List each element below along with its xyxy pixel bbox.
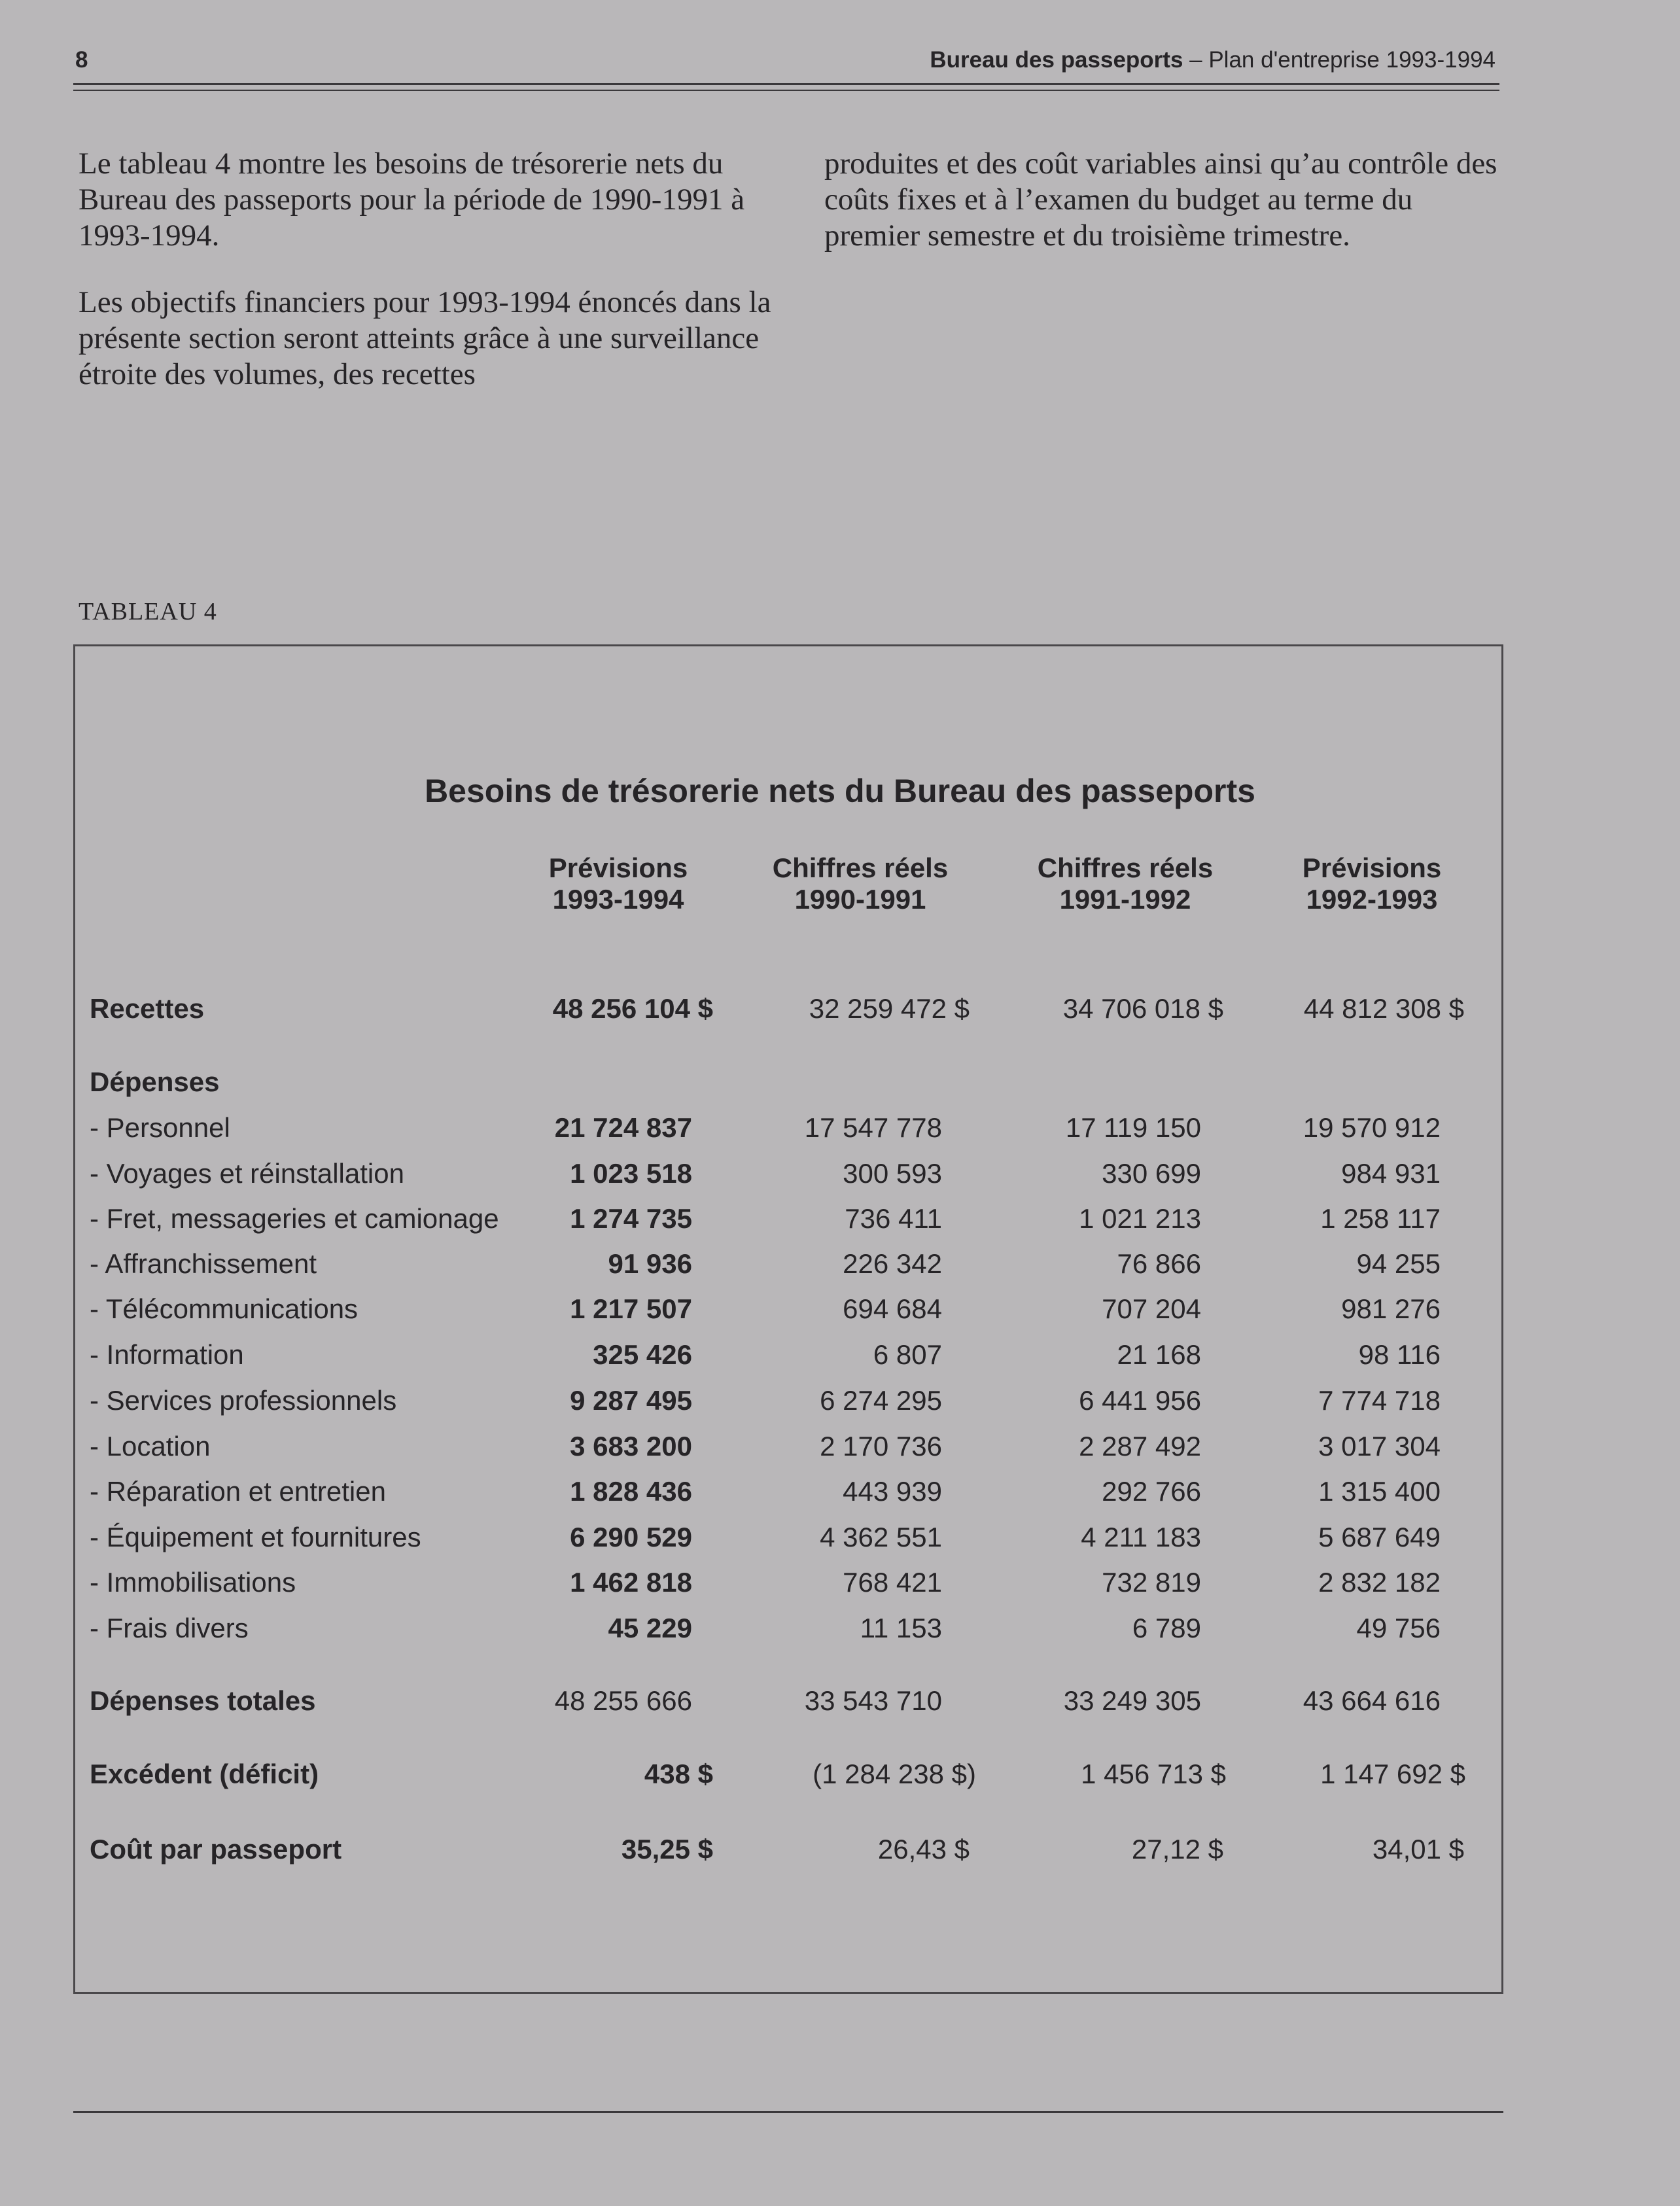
row-label-depenses-totales: Dépenses totales <box>90 1685 316 1716</box>
cell-voyages-3: 330 699 <box>1102 1158 1201 1189</box>
cell-voyages-4: 984 931 <box>1341 1158 1441 1189</box>
cell-fret-1: 1 274 735 <box>570 1203 692 1234</box>
cell-services-3: 6 441 956 <box>1079 1385 1201 1416</box>
cell-location-2: 2 170 736 <box>820 1431 942 1462</box>
row-label-equipement: - Équipement et fournitures <box>90 1522 421 1552</box>
cell-equipement-3: 4 211 183 <box>1081 1522 1201 1552</box>
cell-affranchissement-4: 94 255 <box>1356 1248 1441 1279</box>
cell-information-4: 98 116 <box>1358 1339 1441 1370</box>
cell-services-2: 6 274 295 <box>820 1385 942 1416</box>
cell-information-2: 6 807 <box>873 1339 942 1370</box>
cell-excedent-3: 1 456 713 $ <box>1081 1759 1226 1789</box>
row-label-immobilisations: - Immobilisations <box>90 1567 296 1598</box>
row-label-telecommunications: - Télécommunications <box>90 1293 359 1324</box>
column-header-3 <box>1001 852 1250 915</box>
cell-personnel-4: 19 570 912 <box>1303 1112 1441 1143</box>
intro-right-column <box>824 146 1511 285</box>
row-label-fret: - Fret, messageries et camionage <box>90 1203 499 1234</box>
cell-affranchissement-2: 226 342 <box>843 1248 942 1279</box>
cell-telecom-4: 981 276 <box>1341 1293 1441 1324</box>
cell-equipement-2: 4 362 551 <box>820 1522 942 1552</box>
cell-reparation-2: 443 939 <box>843 1476 942 1507</box>
column-header-3-line2: 1991-1992 <box>1059 884 1191 915</box>
cell-telecom-2: 694 684 <box>843 1293 942 1324</box>
cell-depenses-totales-2: 33 543 710 <box>804 1685 942 1716</box>
row-label-services: - Services professionnels <box>90 1385 397 1416</box>
column-header-2-line2: 1990-1991 <box>794 884 926 915</box>
cell-information-1: 325 426 <box>593 1339 692 1370</box>
cell-telecom-3: 707 204 <box>1102 1293 1201 1324</box>
cell-recettes-4: 44 812 308 $ <box>1303 993 1464 1024</box>
section-heading-depenses: Dépenses <box>90 1066 220 1097</box>
cell-excedent-1: 438 $ <box>644 1759 713 1789</box>
cell-reparation-3: 292 766 <box>1102 1476 1201 1507</box>
intro-paragraph-3: produites et des coût variables ainsi qu’au contrôle des coûts fixes et à l’examen du budget au terme du premier semestre et du troisième trimestre. <box>824 147 1497 253</box>
cell-personnel-1: 21 724 837 <box>554 1112 692 1143</box>
cell-personnel-2: 17 547 778 <box>804 1112 942 1143</box>
column-header-4 <box>1248 852 1496 915</box>
running-title-rest: – Plan d'entreprise 1993-1994 <box>1183 47 1496 73</box>
row-label-cout-par-passeport: Coût par passeport <box>90 1834 342 1865</box>
cell-cout-4: 34,01 $ <box>1372 1834 1464 1865</box>
column-header-1 <box>494 852 743 915</box>
column-header-4-line2: 1992-1993 <box>1306 884 1438 915</box>
cell-excedent-4: 1 147 692 $ <box>1320 1759 1465 1789</box>
cell-immobilisations-2: 768 421 <box>843 1567 942 1598</box>
cell-voyages-1: 1 023 518 <box>570 1158 692 1189</box>
column-header-4-line1: Prévisions <box>1302 852 1442 883</box>
column-header-1-line2: 1993-1994 <box>552 884 684 915</box>
cell-fret-2: 736 411 <box>845 1203 942 1234</box>
cell-immobilisations-1: 1 462 818 <box>570 1567 692 1598</box>
cell-depenses-totales-4: 43 664 616 <box>1303 1685 1441 1716</box>
cell-cout-3: 27,12 $ <box>1131 1834 1223 1865</box>
cell-services-1: 9 287 495 <box>570 1385 692 1416</box>
cell-reparation-1: 1 828 436 <box>570 1476 692 1507</box>
footer-rule <box>73 2111 1503 2113</box>
cell-voyages-2: 300 593 <box>843 1158 942 1189</box>
cell-frais-1: 45 229 <box>608 1613 692 1643</box>
header-rule <box>73 83 1499 85</box>
page-number: 8 <box>75 47 88 73</box>
cell-cout-1: 35,25 $ <box>621 1834 713 1865</box>
header-rule-thin <box>73 90 1499 91</box>
row-label-affranchissement: - Affranchissement <box>90 1248 317 1279</box>
row-label-voyages: - Voyages et réinstallation <box>90 1158 404 1189</box>
cell-immobilisations-4: 2 832 182 <box>1318 1567 1441 1598</box>
cell-frais-3: 6 789 <box>1132 1613 1201 1643</box>
cell-depenses-totales-3: 33 249 305 <box>1063 1685 1201 1716</box>
cell-telecom-1: 1 217 507 <box>570 1293 692 1324</box>
cell-affranchissement-1: 91 936 <box>608 1248 692 1279</box>
cell-depenses-totales-1: 48 255 666 <box>554 1685 692 1716</box>
column-header-3-line1: Chiffres réels <box>1037 852 1214 883</box>
row-label-location: - Location <box>90 1431 211 1462</box>
row-label-recettes: Recettes <box>90 993 205 1024</box>
cell-equipement-1: 6 290 529 <box>570 1522 692 1552</box>
cell-recettes-3: 34 706 018 $ <box>1062 993 1223 1024</box>
row-label-information: - Information <box>90 1339 244 1370</box>
row-label-personnel: - Personnel <box>90 1112 230 1143</box>
cell-location-1: 3 683 200 <box>570 1431 692 1462</box>
cell-frais-2: 11 153 <box>860 1613 942 1643</box>
running-title-bold: Bureau des passeports <box>930 47 1183 73</box>
row-label-excedent: Excédent (déficit) <box>90 1759 319 1789</box>
cell-information-3: 21 168 <box>1117 1339 1201 1370</box>
cell-frais-4: 49 756 <box>1356 1613 1441 1643</box>
cell-location-4: 3 017 304 <box>1318 1431 1441 1462</box>
cell-personnel-3: 17 119 150 <box>1065 1112 1201 1143</box>
intro-left-column <box>79 146 772 423</box>
cell-recettes-1: 48 256 104 $ <box>552 993 713 1024</box>
running-title <box>930 47 1496 73</box>
cell-recettes-2: 32 259 472 $ <box>809 993 970 1024</box>
cell-fret-4: 1 258 117 <box>1320 1203 1441 1234</box>
table-title: Besoins de trésorerie nets du Bureau des passeports <box>425 773 1255 809</box>
column-header-1-line1: Prévisions <box>548 852 688 883</box>
row-label-reparation: - Réparation et entretien <box>90 1476 386 1507</box>
column-header-2 <box>736 852 985 915</box>
row-label-frais-divers: - Frais divers <box>90 1613 249 1643</box>
table-label: TABLEAU 4 <box>79 598 217 625</box>
cell-reparation-4: 1 315 400 <box>1318 1476 1441 1507</box>
cell-location-3: 2 287 492 <box>1079 1431 1201 1462</box>
column-header-2-line1: Chiffres réels <box>772 852 949 883</box>
intro-paragraph-2: Les objectifs financiers pour 1993-1994 énoncés dans la présente section seront atteints grâce à une surveillance étroite des volumes, des recettes <box>79 285 771 391</box>
cell-fret-3: 1 021 213 <box>1079 1203 1201 1234</box>
cell-services-4: 7 774 718 <box>1318 1385 1441 1416</box>
cell-cout-2: 26,43 $ <box>877 1834 970 1865</box>
cell-equipement-4: 5 687 649 <box>1318 1522 1441 1552</box>
cell-affranchissement-3: 76 866 <box>1117 1248 1201 1279</box>
intro-paragraph-1: Le tableau 4 montre les besoins de trésorerie nets du Bureau des passeports pour la période de 1990-1991 à 1993-1994. <box>79 147 745 253</box>
cell-immobilisations-3: 732 819 <box>1102 1567 1201 1598</box>
cell-excedent-2: (1 284 238 $) <box>813 1759 976 1789</box>
